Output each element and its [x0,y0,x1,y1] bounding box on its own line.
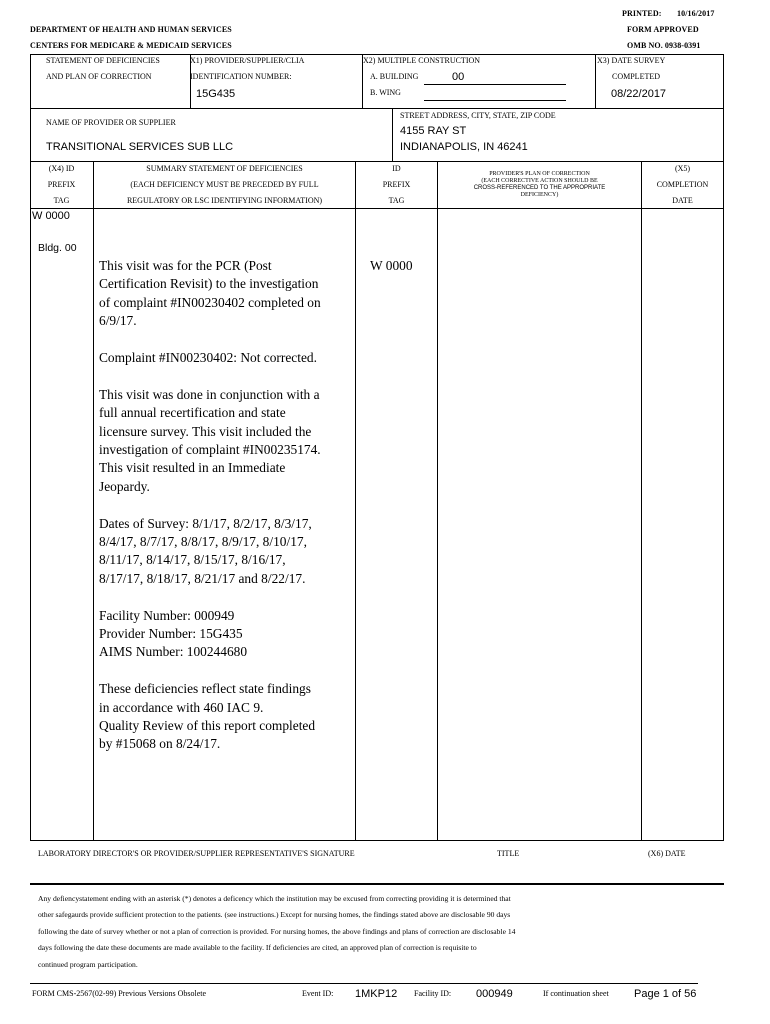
address-line-1: 4155 RAY ST [400,125,467,137]
form-approved: FORM APPROVED [627,25,699,34]
paragraph: Facility Number: 000949 Provider Number: 15G435 AIMS Number: 100244680 [99,607,248,660]
x4-label-3: TAG [53,196,70,205]
statement-label-2: AND PLAN OF CORRECTION [46,72,152,81]
x5-label-1: (X5) [674,164,691,173]
disclaimer-line: continued program participation. [38,959,138,969]
disclaimer-line: following the date of survey whether or not a plan of correction is provided. For nursing homes, the above findings and plans of correction are disclosable 14 [38,926,516,936]
department-title: DEPARTMENT OF HEALTH AND HUMAN SERVICES [30,25,232,34]
x3-label-1: X3) DATE SURVEY [597,56,666,65]
printed-label: PRINTED: [622,9,662,18]
x6-date-label: (X6) DATE [648,849,686,858]
title-label: TITLE [497,849,520,858]
continuation-label: If continuation sheet [543,989,609,998]
event-id-label: Event ID: [302,989,334,998]
signature-label: LABORATORY DIRECTOR'S OR PROVIDER/SUPPLIER REPRESENTATIVE'S SIGNATURE [38,849,355,858]
plan-label-4: DEFICIENCY) [520,192,559,198]
disclaimer-line: other safegaurds provide sufficient protection to the patients. (see instructions.) Except for nursing homes, the findings stated above are disclosable 90 days [38,910,511,920]
plan-label-1: PROVIDER'S PLAN OF CORRECTION [489,171,590,177]
paragraph: Dates of Survey: 8/1/17, 8/2/17, 8/3/17, 8/4/17, 8/7/17, 8/8/17, 8/9/17, 8/10/17, 8/11/17, 8/14/17, 8/15/17, 8/16/17, 8/17/17, 8/18/17, 8/21/17 and 8/22/17. [99,515,312,586]
provider-id-value: 15G435 [196,88,236,100]
id-label-1: ID [392,164,401,173]
paragraph: These deficiencies reflect state findings in accordance with 460 IAC 9. Quality Review of this report completed by #15068 on 8/24/17. [99,681,316,752]
page-number: Page 1 of 56 [634,988,697,1000]
id-label-2: PREFIX [382,180,411,189]
statement-label-1: STATEMENT OF DEFICIENCIES [46,56,160,65]
wing-label: B. WING [370,88,401,97]
paragraph: This visit was for the PCR (Post Certification Revisit) to the investigation of complaint #IN00230402 completed on 6/9/17. [99,258,321,329]
provider-name-label: NAME OF PROVIDER OR SUPPLIER [46,118,176,127]
summary-statement [99,257,351,772]
address-line-2: INDIANAPOLIS, IN 46241 [400,141,528,153]
x2-label: X2) MULTIPLE CONSTRUCTION [363,56,481,65]
building-label: A. BUILDING [370,72,419,81]
disclaimer-line: Any defiencystatement ending with an asterisk (*) denotes a deficency which the institution may be excused from correcting providing it is determined that [38,894,511,903]
disclaimer [38,891,515,973]
x1-label-2: IDENTIFICATION NUMBER: [190,72,292,81]
id-label-3: TAG [388,196,405,205]
plan-label-2: (EACH CORRECTIVE ACTION SHOULD BE [481,178,598,184]
prefix-tag: W 0000 [32,210,70,222]
facility-id-label: Facility ID: [414,989,452,998]
right-tag: W 0000 [370,258,413,273]
building-value: 00 [452,71,465,83]
facility-id-value: 000949 [476,988,513,1000]
omb-number: OMB NO. 0938-0391 [627,41,701,50]
summary-label-2: (EACH DEFICIENCY MUST BE PRECEDED BY FULL [130,180,319,189]
paragraph: Complaint #IN00230402: Not corrected. [99,350,317,366]
form-number: FORM CMS-2567(02-99) Previous Versions Obsolete [32,989,207,998]
provider-name-value: TRANSITIONAL SERVICES SUB LLC [46,141,234,153]
summary-label-1: SUMMARY STATEMENT OF DEFICIENCIES [146,164,303,173]
paragraph: This visit was done in conjunction with a full annual recertification and state licensure survey. This visit included the investigation of complaint #IN00235174. This visit resulted in an Immediate Jeopardy. [99,386,321,494]
x5-label-3: DATE [672,196,693,205]
centers-title: CENTERS FOR MEDICARE & MEDICAID SERVICES [30,41,232,50]
plan-label-3: CROSS-REFERENCED TO THE APPROPRIATE [473,185,606,191]
x1-label-1: X1) PROVIDER/SUPPLIER/CLIA [190,56,305,65]
building-tag: Bldg. 00 [38,242,77,254]
disclaimer-line: days following the date these documents are made available to the facility. If deficiencies are cited, an approved plan of correction is requisite to [38,943,477,953]
x3-label-2: COMPLETED [612,72,660,81]
printed-date: 10/16/2017 [677,9,715,18]
x5-label-2: COMPLETION [656,180,709,189]
event-id-value: 1MKP12 [355,988,398,1000]
x4-label-1: (X4) ID [48,164,75,173]
x4-label-2: PREFIX [47,180,76,189]
survey-date-value: 08/22/2017 [611,88,667,100]
address-label: STREET ADDRESS, CITY, STATE, ZIP CODE [400,111,556,120]
summary-label-3: REGULATORY OR LSC IDENTIFYING INFORMATION) [126,196,323,205]
